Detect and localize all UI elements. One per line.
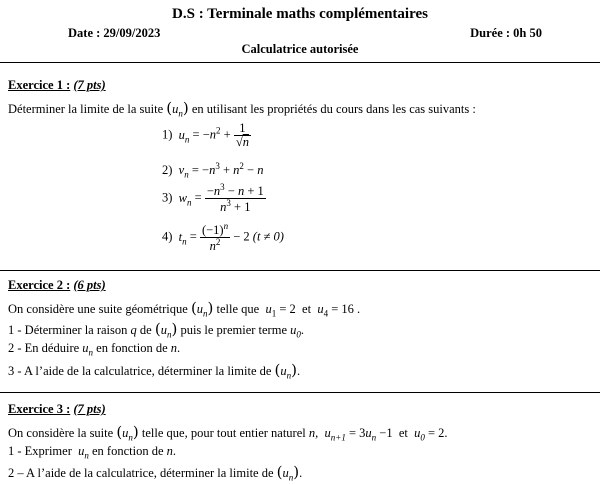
exercise-1-item-3: 3) $w_n$ = $\frac{-n^3 - n + 1}{n^3 + 1}$ <box>162 182 264 215</box>
exercise-1-divider <box>0 270 600 271</box>
exercise-1-item-1: 1) $u_n = -n^2$ + $\frac{1}{√n}$ <box>162 121 249 150</box>
exercise-1-intro: Déterminer la limite de la suite $(u_n)$ en utilisant les propriétés du cours dans les cas suivants : <box>8 99 476 119</box>
exercise-1-heading: Exercice 1 : (7 pts) <box>8 78 106 92</box>
document-title: D.S : Terminale maths complémentaires <box>172 6 428 22</box>
exercise-1-item-2: 2) $v_n = -n^3 + n^2 - n$ <box>162 161 264 180</box>
exercise-3-line-1: On considère la suite $(u_n)$ telle que, pour tout entier naturel n, $u_{n+1} = 3u_n -1$ et $u_0 = 2$. <box>8 423 448 443</box>
exercise-1-item-4: 4) $t_n$ = $\frac{(-1)^n}{n^2}$ − 2 (t ≠ 0) <box>162 221 284 254</box>
exam-duration: Durée : 0h 50 <box>470 26 542 40</box>
header-divider <box>0 62 600 63</box>
exercise-3-line-3: 2 – A l’aide de la calculatrice, déterminer la limite de $(u_n)$. <box>8 463 303 483</box>
exercise-2-line-4: 3 - A l’aide de la calculatrice, déterminer la limite de $(u_n)$. <box>8 361 301 381</box>
exercise-2-line-1: On considère une suite géométrique $(u_n)$ telle que $u_1 = 2$ et $u_4 = 16$ . <box>8 299 361 319</box>
exercise-3-line-2: 1 - Exprimer $u_n$ en fonction de n. <box>8 444 177 461</box>
exercise-2-divider <box>0 392 600 393</box>
exercise-2-line-3: 2 - En déduire $u_n$ en fonction de n. <box>8 341 181 358</box>
exam-date: Date : 29/09/2023 <box>68 26 161 40</box>
exercise-3-heading: Exercice 3 : (7 pts) <box>8 402 106 416</box>
calculator-note: Calculatrice autorisée <box>241 42 359 56</box>
exercise-2-line-2: 1 - Déterminer la raison q de $(u_n)$ puis le premier terme $u_0$. <box>8 320 304 340</box>
exercise-2-heading: Exercice 2 : (6 pts) <box>8 278 106 292</box>
